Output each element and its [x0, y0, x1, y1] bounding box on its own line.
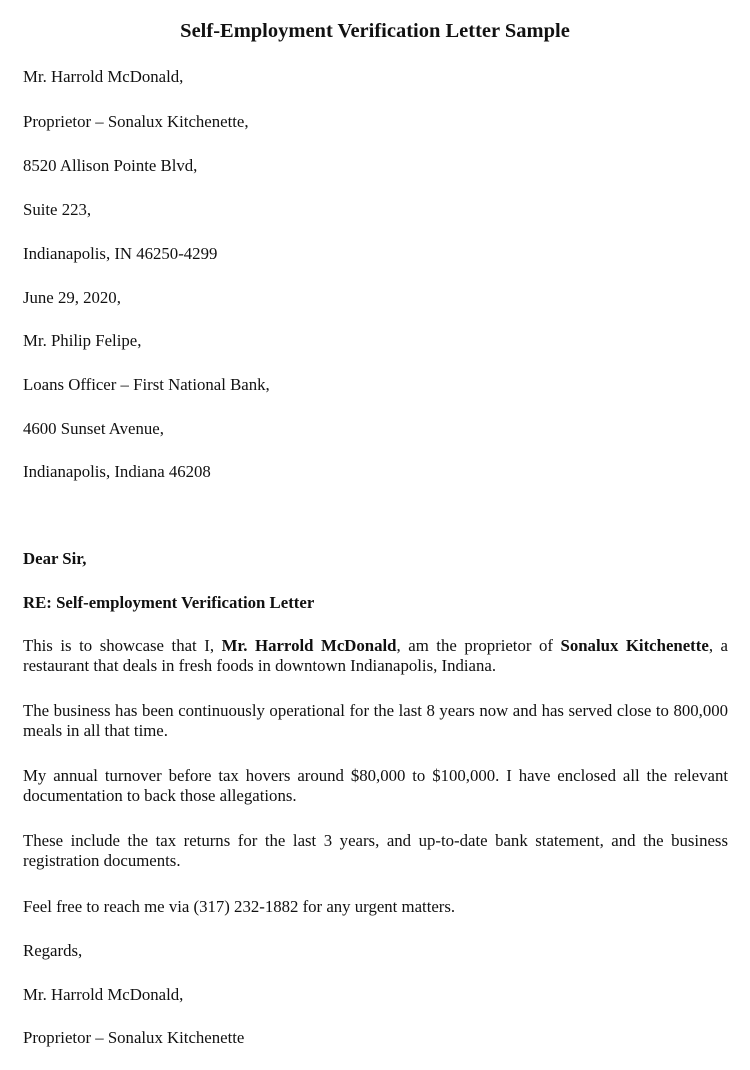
- sender-title: Proprietor – Sonalux Kitchenette,: [23, 112, 249, 131]
- recipient-street: 4600 Sunset Avenue,: [23, 419, 164, 438]
- recipient-title: Loans Officer – First National Bank,: [23, 375, 270, 394]
- signature-name: Mr. Harrold McDonald,: [23, 985, 184, 1004]
- body-paragraph-1: [23, 636, 728, 676]
- business-name-bold: Sonalux Kitchenette: [560, 636, 709, 655]
- subject-line: RE: Self-employment Verification Letter: [23, 593, 315, 612]
- body-paragraph-5: Feel free to reach me via (317) 232-1882 for any urgent matters.: [23, 897, 456, 916]
- closing: Regards,: [23, 941, 83, 960]
- salutation: Dear Sir,: [23, 549, 87, 568]
- body-paragraph-2: The business has been continuously operational for the last 8 years now and has served close to 800,000 meals in all that time.: [23, 701, 728, 740]
- body-p1-text-3: , a restaurant that deals in fresh foods in downtown Indianapolis, Indiana.: [23, 636, 728, 675]
- sender-name: Mr. Harrold McDonald,: [23, 67, 184, 86]
- document-title: Self-Employment Verification Letter Sample: [180, 20, 570, 42]
- recipient-city: Indianapolis, Indiana 46208: [23, 462, 211, 481]
- recipient-name: Mr. Philip Felipe,: [23, 331, 142, 350]
- sender-city: Indianapolis, IN 46250-4299: [23, 244, 218, 263]
- letter-date: June 29, 2020,: [23, 288, 121, 307]
- sender-name-bold: Mr. Harrold McDonald: [221, 636, 397, 655]
- body-paragraph-4: These include the tax returns for the last 3 years, and up-to-date bank statement, and the business registration documents.: [23, 831, 728, 870]
- body-p1-text-1: This is to showcase that I,: [23, 636, 222, 655]
- body-paragraph-3: My annual turnover before tax hovers around $80,000 to $100,000. I have enclosed all the relevant documentation to back those allegations.: [23, 766, 728, 805]
- sender-street: 8520 Allison Pointe Blvd,: [23, 156, 198, 175]
- sender-suite: Suite 223,: [23, 200, 92, 219]
- body-p1-text-2: , am the proprietor of: [396, 636, 561, 655]
- signature-title: Proprietor – Sonalux Kitchenette: [23, 1028, 245, 1047]
